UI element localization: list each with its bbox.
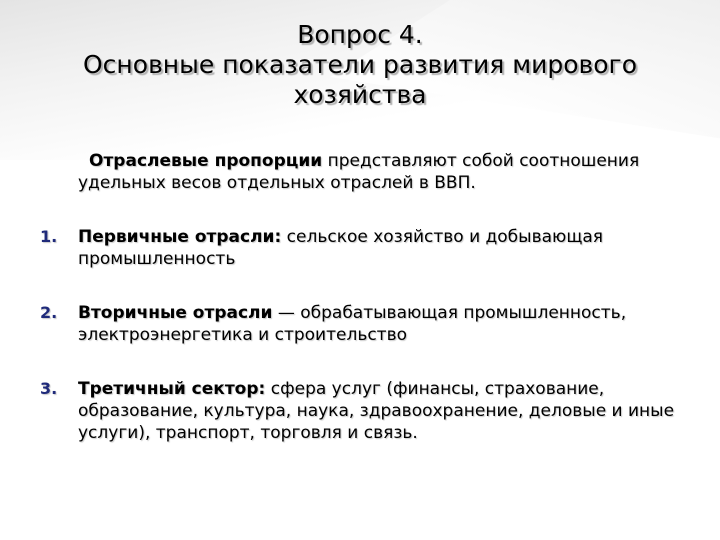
intro-paragraph bbox=[40, 150, 690, 194]
list-item-1 bbox=[40, 226, 690, 270]
list-item-term: Третичный сектор: bbox=[78, 379, 266, 399]
list-item-2 bbox=[40, 302, 690, 346]
list-number: 1. bbox=[40, 227, 58, 246]
list-item-term: Первичные отрасли: bbox=[78, 227, 282, 247]
list-item-text: сельское хозяйство и добывающая промышленность bbox=[78, 227, 603, 269]
list-item-text: — обрабатывающая промышленность, электроэнергетика и строительство bbox=[78, 303, 627, 345]
title-line-2: Основные показатели развития мирового bbox=[83, 50, 637, 79]
slide-title bbox=[20, 20, 700, 110]
list-item-text: сфера услуг (финансы, страхование, образование, культура, наука, здравоохранение, деловые и иные услуги), транспорт, торговля и связь. bbox=[78, 379, 675, 443]
title-line-1: Вопрос 4. bbox=[297, 20, 423, 49]
list-item-3 bbox=[40, 378, 690, 444]
list-item-term: Вторичные отрасли bbox=[78, 303, 273, 323]
list-number: 2. bbox=[40, 303, 58, 322]
intro-term: Отраслевые пропорции bbox=[89, 151, 323, 171]
slide-body bbox=[40, 150, 690, 476]
intro-text: представляют собой соотношения удельных весов отдельных отраслей в ВВП. bbox=[78, 151, 640, 193]
title-line-3: хозяйства bbox=[293, 80, 427, 109]
list-number: 3. bbox=[40, 379, 58, 398]
